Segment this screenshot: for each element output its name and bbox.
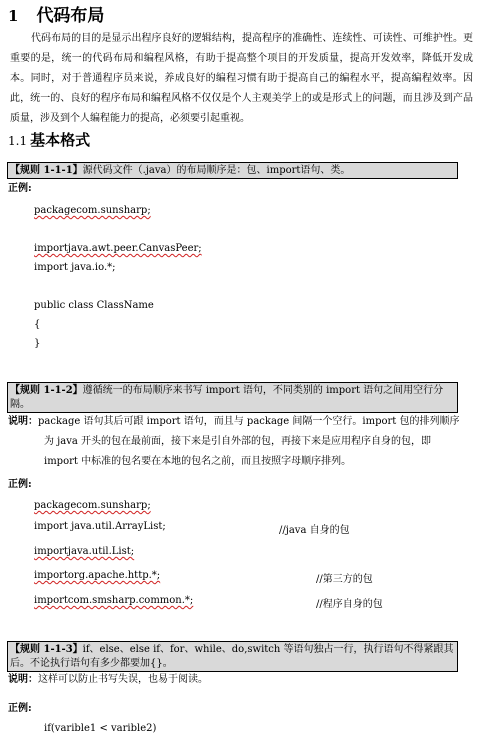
rule-box-1-1-1 — [7, 162, 458, 179]
code-line: packagecom.sunsharp; — [34, 500, 151, 511]
code-line: packagecom.sunsharp; — [34, 205, 151, 216]
code-line: importjava.util.List; — [34, 546, 135, 557]
rule-box-1-1-3 — [7, 641, 458, 672]
desc-line: 为 java 开头的包在最前面，接下来是引自外部的包，再接下来是应用程序自身的包，即 — [44, 436, 432, 447]
code-line: if(varible1 < varible2) — [44, 723, 157, 734]
subsection-title: 基本格式 — [30, 131, 91, 149]
subsection-heading — [8, 129, 90, 150]
example-label: 正例: — [8, 479, 32, 490]
code-comment: //java 自身的包 — [279, 525, 350, 536]
desc-line: 说明：package 语句其后可跟 import 语句，而且与 package 间隔一个空行。import 包的排列顺序 — [8, 416, 460, 427]
rule-tag: 【规则 1-1-3】 — [10, 644, 83, 655]
section-heading — [8, 1, 104, 26]
code-line: importjava.awt.peer.CanvasPeer; — [34, 243, 202, 254]
subsection-number: 1.1 — [8, 134, 28, 148]
section-title: 代码布局 — [36, 6, 105, 26]
example-label: 正例: — [8, 183, 32, 194]
rule-text: 遵循统一的布局顺序来书写 import 语句，不同类别的 import 语句之间用空行分隔。 — [10, 385, 444, 410]
description — [8, 412, 470, 472]
description: 说明：这样可以防止书写失误，也易于阅读。 — [8, 674, 208, 685]
code-line: } — [34, 338, 41, 349]
code-line: importcom.smsharp.common.*; — [34, 595, 194, 606]
section-number: 1 — [8, 7, 19, 25]
code-line: import java.io.*; — [34, 262, 116, 273]
code-line: public class ClassName — [34, 300, 154, 311]
intro-paragraph: 代码布局的目的是显示出程序良好的逻辑结构，提高程序的准确性、连续性、可读性、可维护性。更重要的是，统一的代码布局和编程风格，有助于提高整个项目的开发质量，提高开发效率，降低开发成本。同时，对于普通程序员来说，养成良好的编程习惯有助于提高自己的编程水平，提高编程效率。因此，统一的、良好的程序布局和编程风格不仅仅是个人主观美学上的或是形式上的问题，而且涉及到产品质量，涉及到个人编程能力的提高，必须要引起重视。 — [10, 33, 473, 124]
code-comment: //第三方的包 — [316, 574, 373, 585]
code-line: { — [34, 319, 41, 330]
rule-tag: 【规则 1-1-1】 — [10, 165, 83, 176]
rule-box-1-1-2 — [7, 382, 458, 413]
rule-text: 源代码文件（.java）的布局顺序是：包、import语句、类。 — [82, 165, 351, 176]
example-label: 正例: — [8, 703, 32, 714]
code-line: import java.util.ArrayList; — [34, 521, 166, 532]
desc-line: import 中标准的包名要在本地的包名之前，而且按照字母顺序排列。 — [44, 456, 352, 467]
rule-tag: 【规则 1-1-2】 — [10, 385, 83, 396]
code-comment: //程序自身的包 — [316, 599, 383, 610]
code-line: importorg.apache.http.*; — [34, 570, 161, 581]
rule-text: if、else、else if、for、while、do,switch 等语句独占一行，执行语句不得紧跟其后。不论执行语句有多少都要加{}。 — [10, 644, 454, 669]
